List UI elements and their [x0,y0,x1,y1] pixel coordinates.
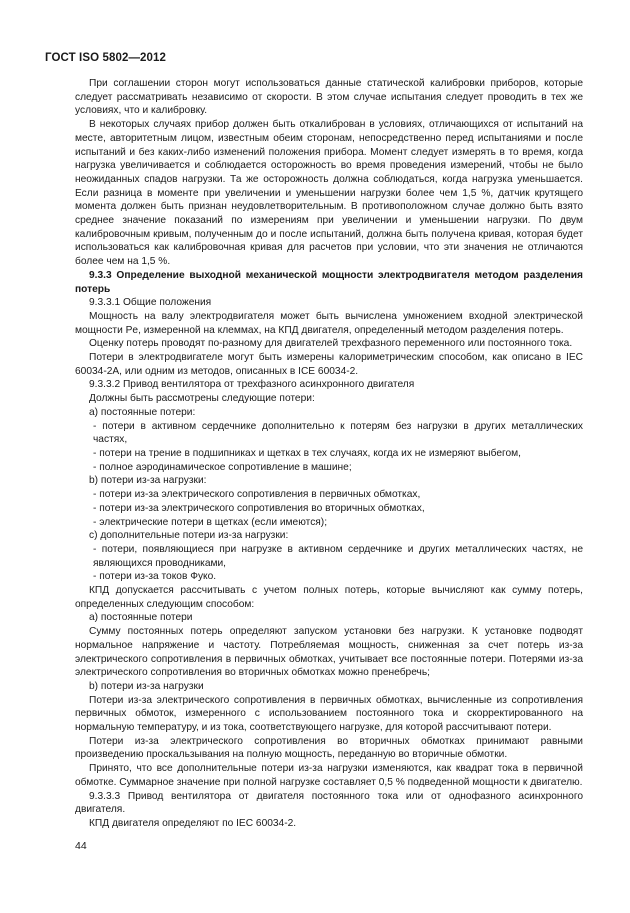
subsection-heading: 9.3.3.1 Общие положения [89,297,212,309]
paragraph: Принято, что все дополнительные потери из-за нагрузки изменяются, как квадрат тока в первичной обмотке. Суммарное значение при полной нагрузке составляет 0,5 % подведенной мощности к двигателю. [75,763,583,788]
page-number: 44 [75,840,87,852]
paragraph: Потери из-за электрического сопротивления в первичных обмотках, вычисленные из сопротивления первичных обмоток, измеренного с использованием постоянного тока и скорректированного на нормальную температуру, и из тока, соответствующего нагрузке, для которой рассчитывают потери. [75,694,583,734]
paragraph: В некоторых случаях прибор должен быть откалиброван в условиях, отличающихся от испытаний на месте, авторитетным лицом, известным обеим сторонам, непосредственно перед испытаниями и после испытаний и без каких-либо изменений положения прибора. Момент следует измерять в то время, когда нагрузка увеличивается и соблюдается осторожность во время проведения измерений, чтобы не было неожиданных спадов нагрузки. Та же осторожность должна соблюдаться, когда нагрузка уменьшается. Если разница в моменте при увеличении и уменьшении нагрузки более чем 1,5 %, датчик крутящего момента должен быть признан неудовлетворительным. В противоположном случае должно быть взято среднее значение показаний по измерениям при увеличении и уменьшении нагрузки. По двум калибровочным кривым, полученным до и после испытаний, должна быть получена кривая, которая будет использоваться как калибровочная кривая для расчетов при условии, что эти значения не отличаются более чем на 1,5 %. [75,119,583,268]
document-body [75,77,583,831]
paragraph: Должны быть рассмотрены следующие потери: [89,393,315,405]
section-heading: 9.3.3 Определение выходной механической мощности электродвигателя методом разделения потерь [75,269,583,295]
list-heading: b) потери из-за нагрузки [89,680,204,692]
paragraph: Мощность на валу электродвигателя может быть вычислена умножением входной электрической мощности Pe, измеренной на клеммах, на КПД двигателя, определенный методом разделения потерь. [75,310,583,336]
subsection-heading: 9.3.3.2 Привод вентилятора от трехфазного асинхронного двигателя [89,379,415,391]
list-item: - потери из-за электрического сопротивления во вторичных обмотках, [93,502,425,514]
paragraph: Сумму постоянных потерь определяют запуском установки без нагрузки. К установке подводят нормальное напряжение и частоту. Потребляемая мощность, сниженная за счет потерь из-за электрического сопротивления в первичных обмотках, учитывает все постоянные потери. Потерями из-за электрического сопротивления во вторичных обмотках можно пренебречь; [75,626,583,679]
list-item: - потери, появляющиеся при нагрузке в активном сердечнике и других металлических частях, не являющихся проводниками, [93,543,583,569]
list-item: - полное аэродинамическое сопротивление в машине; [93,461,352,473]
paragraph: КПД двигателя определяют по IEC 60034-2. [89,817,297,829]
paragraph: КПД допускается рассчитывать с учетом полных потерь, которые вычисляют как сумму потерь, определенных следующим способом: [75,585,583,610]
list-heading: b) потери из-за нагрузки: [89,475,207,487]
list-item: - потери на трение в подшипниках и щетках в тех случаях, когда их не измеряют выбегом, [93,447,522,459]
paragraph: Потери в электродвигателе могут быть измерены калориметрическим способом, как описано в IEC 60034-2A, или одним из методов, описанных в ICE 60034-2. [75,352,583,377]
document-header: ГОСТ ISO 5802—2012 [45,52,167,64]
subsection-heading: 9.3.3.3 Привод вентилятора от двигателя постоянного тока или от однофазного асинхронного двигателя. [75,790,583,816]
paragraph: При соглашении сторон могут использоваться данные статической калибровки приборов, которые следует рассматривать независимо от скорости. В этом случае испытания следует проводить в тех же условиях, что и калибровку. [75,78,583,117]
list-item: - потери из-за электрического сопротивления в первичных обмотках, [93,489,421,501]
list-item: - электрические потери в щетках (если имеются); [93,516,328,528]
paragraph: Потери из-за электрического сопротивления во вторичных обмотках принимают равными произведению проскальзывания на полную мощность, переданную во вторичные обмотки. [75,735,583,761]
list-heading: с) дополнительные потери из-за нагрузки: [89,530,289,542]
list-heading: а) постоянные потери: [89,406,196,418]
list-heading: а) постоянные потери [89,612,193,624]
paragraph: Оценку потерь проводят по-разному для двигателей трехфазного переменного или постоянного тока. [89,338,573,350]
list-item: - потери из-за токов Фуко. [93,571,217,583]
list-item: - потери в активном сердечнике дополнительно к потерям без нагрузки в других металлических частях, [93,420,583,446]
